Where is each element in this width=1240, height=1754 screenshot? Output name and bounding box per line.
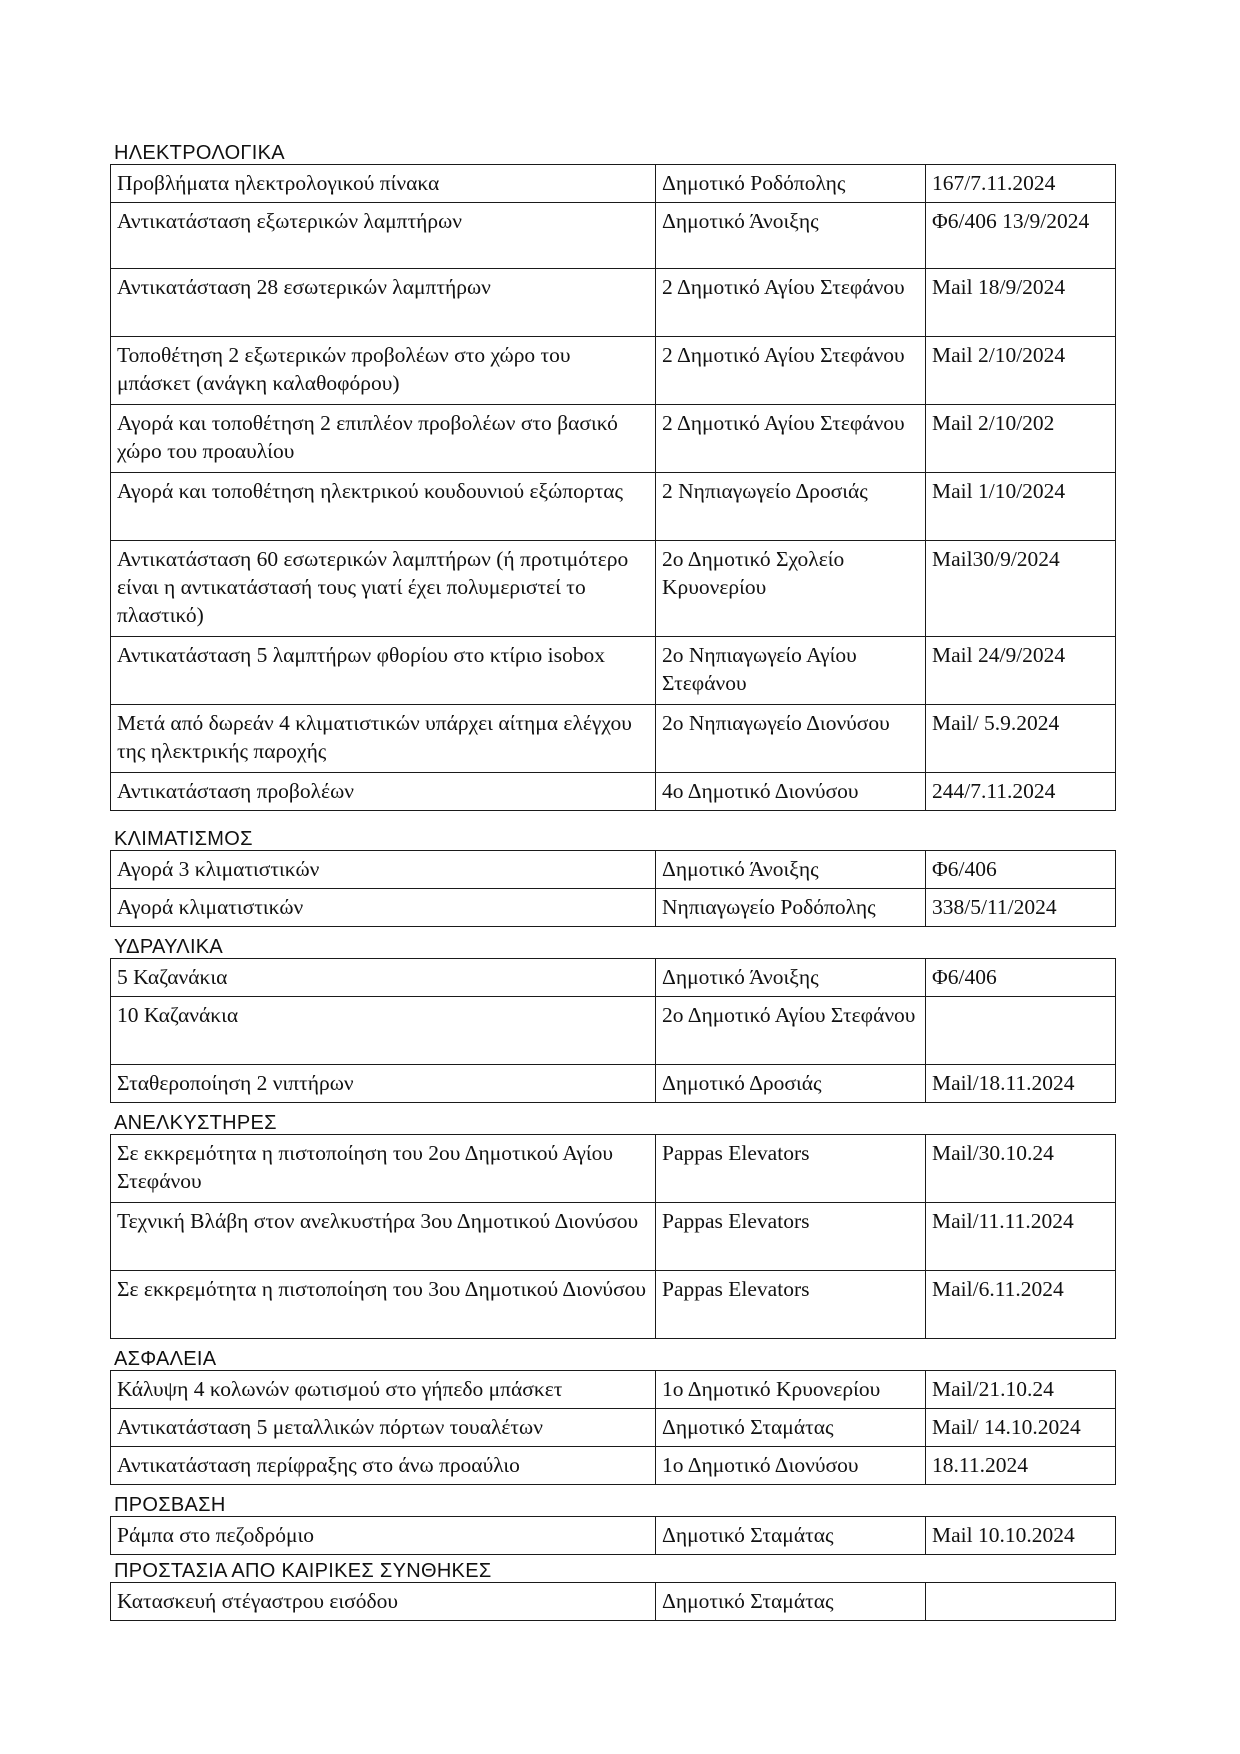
- task-cell: Τεχνική Βλάβη στον ανελκυστήρα 3ου Δημοτικού Διονύσου: [111, 1203, 656, 1271]
- school-cell: 2ο Δημοτικό Αγίου Στεφάνου: [656, 997, 926, 1065]
- table-row: [111, 1409, 1116, 1447]
- school-cell: 2ο Νηπιαγωγείο Διονύσου: [656, 705, 926, 773]
- school-cell: Δημοτικό Άνοιξης: [656, 203, 926, 269]
- ref-cell: Mail 1/10/2024: [926, 473, 1116, 541]
- section-electrical: [110, 142, 1115, 811]
- task-cell: Προβλήματα ηλεκτρολογικού πίνακα: [111, 165, 656, 203]
- ref-cell: Mail/ 14.10.2024: [926, 1409, 1116, 1447]
- access-table: [110, 1516, 1116, 1555]
- ref-cell: Φ6/406 13/9/2024: [926, 203, 1116, 269]
- school-cell: Δημοτικό Άνοιξης: [656, 959, 926, 997]
- table-row: [111, 1583, 1116, 1621]
- ref-cell: Φ6/406: [926, 851, 1116, 889]
- school-cell: Pappas Elevators: [656, 1203, 926, 1271]
- section-title: ΚΛΙΜΑΤΙΣΜΟΣ: [114, 828, 253, 850]
- task-cell: Αγορά και τοποθέτηση ηλεκτρικού κουδουνιού εξώπορτας: [111, 473, 656, 541]
- ref-cell: Mail30/9/2024: [926, 541, 1116, 637]
- ref-cell: Mail 2/10/2024: [926, 337, 1116, 405]
- section-access: [110, 1494, 1115, 1555]
- task-cell: Αντικατάσταση 5 μεταλλικών πόρτων τουαλέτων: [111, 1409, 656, 1447]
- task-cell: Αντικατάσταση 28 εσωτερικών λαμπτήρων: [111, 269, 656, 337]
- task-cell: Σταθεροποίηση 2 νιπτήρων: [111, 1065, 656, 1103]
- school-cell: Δημοτικό Ροδόπολης: [656, 165, 926, 203]
- ref-cell: 18.11.2024: [926, 1447, 1116, 1485]
- table-row: [111, 997, 1116, 1065]
- table-row: [111, 889, 1116, 927]
- section-title: ΠΡΟΣΒΑΣΗ: [114, 1494, 226, 1516]
- school-cell: Δημοτικό Δροσιάς: [656, 1065, 926, 1103]
- table-row: [111, 1271, 1116, 1339]
- school-cell: 2ο Νηπιαγωγείο Αγίου Στεφάνου: [656, 637, 926, 705]
- section-weather-protection: [110, 1560, 1115, 1621]
- school-cell: 2 Δημοτικό Αγίου Στεφάνου: [656, 405, 926, 473]
- table-row: [111, 405, 1116, 473]
- school-cell: Pappas Elevators: [656, 1271, 926, 1339]
- school-cell: Νηπιαγωγείο Ροδόπολης: [656, 889, 926, 927]
- ref-cell: 338/5/11/2024: [926, 889, 1116, 927]
- plumbing-table: [110, 958, 1116, 1103]
- section-safety: [110, 1348, 1115, 1485]
- section-title: ΠΡΟΣΤΑΣΙΑ ΑΠΟ ΚΑΙΡΙΚΕΣ ΣΥΝΘΗΚΕΣ: [114, 1560, 492, 1582]
- weather-protection-table: [110, 1582, 1116, 1621]
- section-title: ΗΛΕΚΤΡΟΛΟΓΙΚΑ: [114, 142, 285, 164]
- table-row: [111, 1517, 1116, 1555]
- ref-cell: Mail/6.11.2024: [926, 1271, 1116, 1339]
- table-row: [111, 1135, 1116, 1203]
- section-air-conditioning: [110, 828, 1115, 927]
- task-cell: Αγορά και τοποθέτηση 2 επιπλέον προβολέων στο βασικό χώρο του προαυλίου: [111, 405, 656, 473]
- table-row: [111, 1371, 1116, 1409]
- ref-cell: Φ6/406: [926, 959, 1116, 997]
- table-row: [111, 269, 1116, 337]
- school-cell: Pappas Elevators: [656, 1135, 926, 1203]
- ref-cell: [926, 997, 1116, 1065]
- school-cell: Δημοτικό Σταμάτας: [656, 1583, 926, 1621]
- table-row: [111, 705, 1116, 773]
- ref-cell: Mail 18/9/2024: [926, 269, 1116, 337]
- task-cell: Μετά από δωρεάν 4 κλιματιστικών υπάρχει αίτημα ελέγχου της ηλεκτρικής παροχής: [111, 705, 656, 773]
- task-cell: Ράμπα στο πεζοδρόμιο: [111, 1517, 656, 1555]
- table-row: [111, 337, 1116, 405]
- table-row: [111, 541, 1116, 637]
- ref-cell: 244/7.11.2024: [926, 773, 1116, 811]
- section-title: ΥΔΡΑΥΛΙΚΑ: [114, 936, 224, 958]
- section-elevators: [110, 1112, 1115, 1339]
- school-cell: 1ο Δημοτικό Διονύσου: [656, 1447, 926, 1485]
- task-cell: Τοποθέτηση 2 εξωτερικών προβολέων στο χώρο του μπάσκετ (ανάγκη καλαθοφόρου): [111, 337, 656, 405]
- safety-table: [110, 1370, 1116, 1485]
- school-cell: 4ο Δημοτικό Διονύσου: [656, 773, 926, 811]
- task-cell: 10 Καζανάκια: [111, 997, 656, 1065]
- task-cell: Κατασκευή στέγαστρου εισόδου: [111, 1583, 656, 1621]
- ref-cell: 167/7.11.2024: [926, 165, 1116, 203]
- task-cell: Αγορά κλιματιστικών: [111, 889, 656, 927]
- school-cell: 2 Δημοτικό Αγίου Στεφάνου: [656, 337, 926, 405]
- task-cell: Κάλυψη 4 κολωνών φωτισμού στο γήπεδο μπάσκετ: [111, 1371, 656, 1409]
- section-plumbing: [110, 936, 1115, 1103]
- task-cell: Αντικατάσταση περίφραξης στο άνω προαύλιο: [111, 1447, 656, 1485]
- section-title: ΑΣΦΑΛΕΙΑ: [114, 1348, 217, 1370]
- school-cell: 1ο Δημοτικό Κρυονερίου: [656, 1371, 926, 1409]
- ref-cell: Mail 24/9/2024: [926, 637, 1116, 705]
- table-row: [111, 959, 1116, 997]
- school-cell: Δημοτικό Σταμάτας: [656, 1517, 926, 1555]
- electrical-table: [110, 164, 1116, 811]
- table-row: [111, 1447, 1116, 1485]
- table-row: [111, 637, 1116, 705]
- elevators-table: [110, 1134, 1116, 1339]
- school-cell: 2ο Δημοτικό Σχολείο Κρυονερίου: [656, 541, 926, 637]
- task-cell: Σε εκκρεμότητα η πιστοποίηση του 3ου Δημοτικού Διονύσου: [111, 1271, 656, 1339]
- school-cell: 2 Δημοτικό Αγίου Στεφάνου: [656, 269, 926, 337]
- table-row: [111, 1203, 1116, 1271]
- ref-cell: [926, 1583, 1116, 1621]
- air-conditioning-table: [110, 850, 1116, 927]
- task-cell: Αντικατάσταση 5 λαμπτήρων φθορίου στο κτίριο isobox: [111, 637, 656, 705]
- table-row: [111, 203, 1116, 269]
- table-row: [111, 165, 1116, 203]
- task-cell: Αντικατάσταση 60 εσωτερικών λαμπτήρων (ή προτιμότερο είναι η αντικατάστασή τους γιατί έχει πολυμεριστεί το πλαστικό): [111, 541, 656, 637]
- ref-cell: Mail/30.10.24: [926, 1135, 1116, 1203]
- ref-cell: Mail 2/10/202: [926, 405, 1116, 473]
- task-cell: Αντικατάσταση εξωτερικών λαμπτήρων: [111, 203, 656, 269]
- table-row: [111, 851, 1116, 889]
- ref-cell: Mail 10.10.2024: [926, 1517, 1116, 1555]
- task-cell: 5 Καζανάκια: [111, 959, 656, 997]
- school-cell: 2 Νηπιαγωγείο Δροσιάς: [656, 473, 926, 541]
- table-row: [111, 1065, 1116, 1103]
- table-row: [111, 473, 1116, 541]
- ref-cell: Mail/18.11.2024: [926, 1065, 1116, 1103]
- ref-cell: Mail/ 5.9.2024: [926, 705, 1116, 773]
- table-row: [111, 773, 1116, 811]
- ref-cell: Mail/21.10.24: [926, 1371, 1116, 1409]
- task-cell: Σε εκκρεμότητα η πιστοποίηση του 2ου Δημοτικού Αγίου Στεφάνου: [111, 1135, 656, 1203]
- school-cell: Δημοτικό Άνοιξης: [656, 851, 926, 889]
- task-cell: Αντικατάσταση προβολέων: [111, 773, 656, 811]
- task-cell: Αγορά 3 κλιματιστικών: [111, 851, 656, 889]
- school-cell: Δημοτικό Σταμάτας: [656, 1409, 926, 1447]
- ref-cell: Mail/11.11.2024: [926, 1203, 1116, 1271]
- section-title: ΑΝΕΛΚΥΣΤΗΡΕΣ: [114, 1112, 277, 1134]
